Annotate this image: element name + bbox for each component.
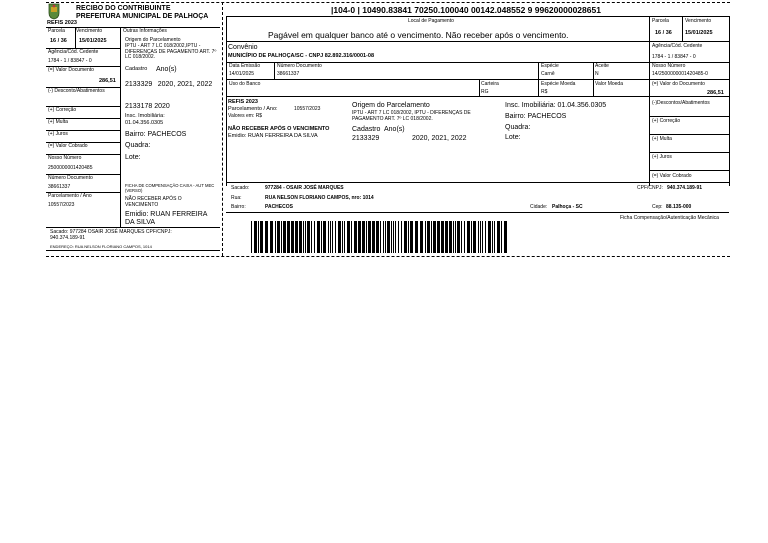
multa-label: (+) Multa (652, 136, 672, 142)
stub-cadastro-anos-label: Ano(s) (156, 66, 177, 73)
aceite-label: Aceite (595, 63, 609, 69)
stub-endereco: ENDEREÇO: RUA NELSON FLORIANO CAMPOS, 1014 (50, 244, 152, 249)
uso-banco-label: Uso do Banco (229, 81, 261, 87)
stub-juros-label: (+) Juros (48, 131, 68, 137)
stub-valor-cobrado-label: (=) Valor Cobrado (48, 143, 88, 149)
rua-label: Rua: (231, 195, 242, 201)
especie-moeda-label: Espécie Moeda (541, 81, 576, 87)
stub-quadra: Quadra: (125, 142, 151, 149)
cep-value: 88.135-000 (666, 204, 692, 210)
stub-separator (222, 2, 223, 256)
stub-valor-doc-value: 286,51 (99, 78, 116, 84)
valor-doc-label: (=) Valor do Documento (652, 81, 705, 87)
bottom-cut-line (46, 256, 730, 257)
sacado-value: 977284 - OSAIR JOSÉ MARQUES (265, 185, 344, 191)
stub-cadastro-value: 2133329 (125, 81, 153, 88)
convenio-text: MUNICÍPIO DE PALHOÇA/SC - CNPJ 82.892.316/0001-08 (228, 53, 375, 59)
cadastro-value: 2133329 (352, 135, 380, 142)
bairro-label: Bairro: (231, 204, 246, 210)
carteira-value: RG (481, 89, 489, 95)
cep-label: Cep: (652, 204, 663, 210)
stub-parcelamento-label: Parcelamento / Ano (48, 193, 92, 199)
stub-cadastro-label: Cadastro (125, 66, 148, 72)
cpf-value: 940.374.189-91 (667, 185, 703, 191)
agencia-label: Agência/Cód. Cedente (652, 43, 703, 49)
cadastro-label: Cadastro (352, 126, 381, 133)
cidade-label: Cidade: (530, 204, 548, 210)
ficha-label: Ficha Compensação/Autenticação Mecânica (620, 215, 719, 221)
nosso-numero-value: 14/2500000001420485-0 (652, 71, 708, 77)
correcao-label: (+) Correção (652, 118, 681, 124)
agencia-value: 1784 - 1 / 83847 - 0 (652, 54, 696, 60)
anos-value: 2020, 2021, 2022 (412, 135, 467, 142)
stub-insc-label: Insc. Imobiliária: (125, 113, 165, 119)
especie-value: Carnê (541, 71, 555, 77)
stub-lote: Lote: (125, 154, 141, 161)
local-pagamento-text: Pagável em qualquer banco até o vencimento. Não receber após o vencimento. (268, 30, 569, 40)
stub-cadastro-anos-value: 2020, 2021, 2022 (157, 81, 213, 88)
stub-ficha-caixa: FICHA DE COMPENSAÇÃO CAIXA - AUT MEC (VERSO) (125, 183, 215, 193)
stub-title-1: RECIBO DO CONTRIBUINTE (76, 5, 171, 12)
coat-of-arms-icon (47, 2, 61, 20)
valor-cobrado-label: (=) Valor Cobrado (652, 173, 692, 179)
insc: Insc. Imobiliária: 01.04.356.0305 (505, 102, 607, 109)
quadra: Quadra: (505, 124, 531, 131)
linha-digitavel: |104-0 | 10490.83841 70250.100040 00142.048552 9 99620000028651 (331, 5, 601, 15)
barcode (251, 221, 509, 253)
parcelamento-ano-value: 10557/2023 (294, 106, 321, 112)
stub-title-2: PREFEITURA MUNICIPAL DE PALHOÇA (76, 13, 209, 20)
convenio-label: Convênio (228, 44, 258, 51)
cidade-value: Palhoça - SC (552, 204, 583, 210)
valor-moeda-label: Valor Moeda (595, 81, 623, 87)
especie-label: Espécie (541, 63, 559, 69)
stub-nosso-numero-value: 2500000001420485 (48, 165, 93, 171)
cpf-label: CPF/CNPJ: (637, 185, 663, 191)
anos-label: Ano(s) (384, 126, 405, 133)
carteira-label: Carteira (481, 81, 499, 87)
stub-cadastro2-value: 2133178 2020 (125, 103, 170, 110)
stub-parcela-label: Parcela (48, 28, 65, 34)
stub-correcao-label: (+) Correção (48, 107, 77, 113)
nao-receber: NÃO RECEBER APÓS O VENCIMENTO (228, 126, 330, 132)
stub-bairro: Bairro: PACHECOS (125, 131, 187, 138)
valor-doc-value: 286,51 (707, 90, 724, 96)
stub-multa-label: (+) Multa (48, 119, 68, 125)
vencimento-value: 15/01/2025 (685, 30, 713, 36)
aceite-value: N (595, 71, 599, 77)
parcela-label: Parcela (652, 18, 669, 24)
stub-nao-receber: NÃO RECEBER APÓS O VENCIMENTO (125, 196, 182, 208)
stub-descontos-label: (-) Desconto/Abatimentos (48, 88, 105, 94)
vencimento-label: Vencimento (685, 18, 712, 24)
juros-label: (+) Juros (652, 154, 672, 160)
origem-label: Origem do Parcelamento (352, 102, 430, 109)
sacado-label: Sacado: (231, 185, 250, 191)
stub-origem-label: Origem do Parcelamento (125, 37, 181, 43)
stub-origem-text: IPTU - ART 7 LC 018/2002,IPTU - DIFERENÇAS DE PAGAMENTO ART. 7º LC 018/2002. (125, 43, 217, 60)
parcela-value: 16 / 36 (655, 30, 672, 36)
stub-sacado: Sacado: 977284 OSAIR JOSÉ MARQUES CPF/CNPJ: 940.374.189-91 (50, 229, 172, 241)
bairro: Bairro: PACHECOS (505, 113, 567, 120)
stub-vencimento-label: Vencimento (76, 28, 103, 34)
stub-parcelamento-value: 10557/2023 (48, 202, 75, 208)
origem-text: IPTU - ART 7 LC 018/2002, IPTU - DIFERENÇAS DE PAGAMENTO ART. 7º LC 018/2002. (352, 110, 471, 122)
bairro-value: PACHECOS (265, 204, 293, 210)
lote: Lote: (505, 134, 521, 141)
nosso-numero-label: Nosso Número (652, 63, 686, 69)
data-emissao-label: Data Emissão (229, 63, 261, 69)
emidio: Emidio: RUAN FERREIRA DA SILVA (228, 133, 318, 139)
stub-vencimento-value: 15/01/2025 (79, 38, 107, 44)
stub-parcela-value: 16 / 36 (50, 38, 67, 44)
stub-numero-doc-value: 38661337 (48, 184, 71, 190)
stub-refis: REFIS 2023 (47, 20, 77, 26)
parcelamento-ano-label: Parcelamento / Ano: (228, 106, 278, 112)
data-emissao-value: 14/01/2025 (229, 71, 255, 77)
stub-emidio: Emidio: RUAN FERREIRA DA SILVA (125, 211, 208, 226)
stub-valor-doc-label: (=) Valor Documento (48, 67, 94, 73)
stub-nosso-numero-label: Nosso Número (48, 155, 82, 161)
numero-documento-label: Número Documento (277, 63, 322, 69)
stub-insc-value: 01.04.356.0305 (125, 120, 164, 126)
descontos-label: (-)Descontos/Abatimentos (652, 100, 710, 106)
stub-agencia-label: Agência/Cód. Cedente (48, 49, 99, 55)
stub-outras-info-label: Outras Informações (123, 28, 167, 34)
especie-moeda-value: R$ (541, 89, 548, 95)
stub-agencia-value: 1784 - 1 / 83847 - 0 (48, 58, 92, 64)
stub-numero-doc-label: Número Documento (48, 175, 93, 181)
top-cut-line (46, 2, 730, 3)
local-pagamento-label: Local de Pagamento (408, 18, 454, 24)
valores-em: Valores em: R$ (228, 113, 263, 119)
boleto-refis: REFIS 2023 (228, 99, 258, 105)
rua-value: RUA NELSON FLORIANO CAMPOS, nro: 1014 (265, 195, 374, 201)
numero-documento-value: 38661337 (277, 71, 300, 77)
